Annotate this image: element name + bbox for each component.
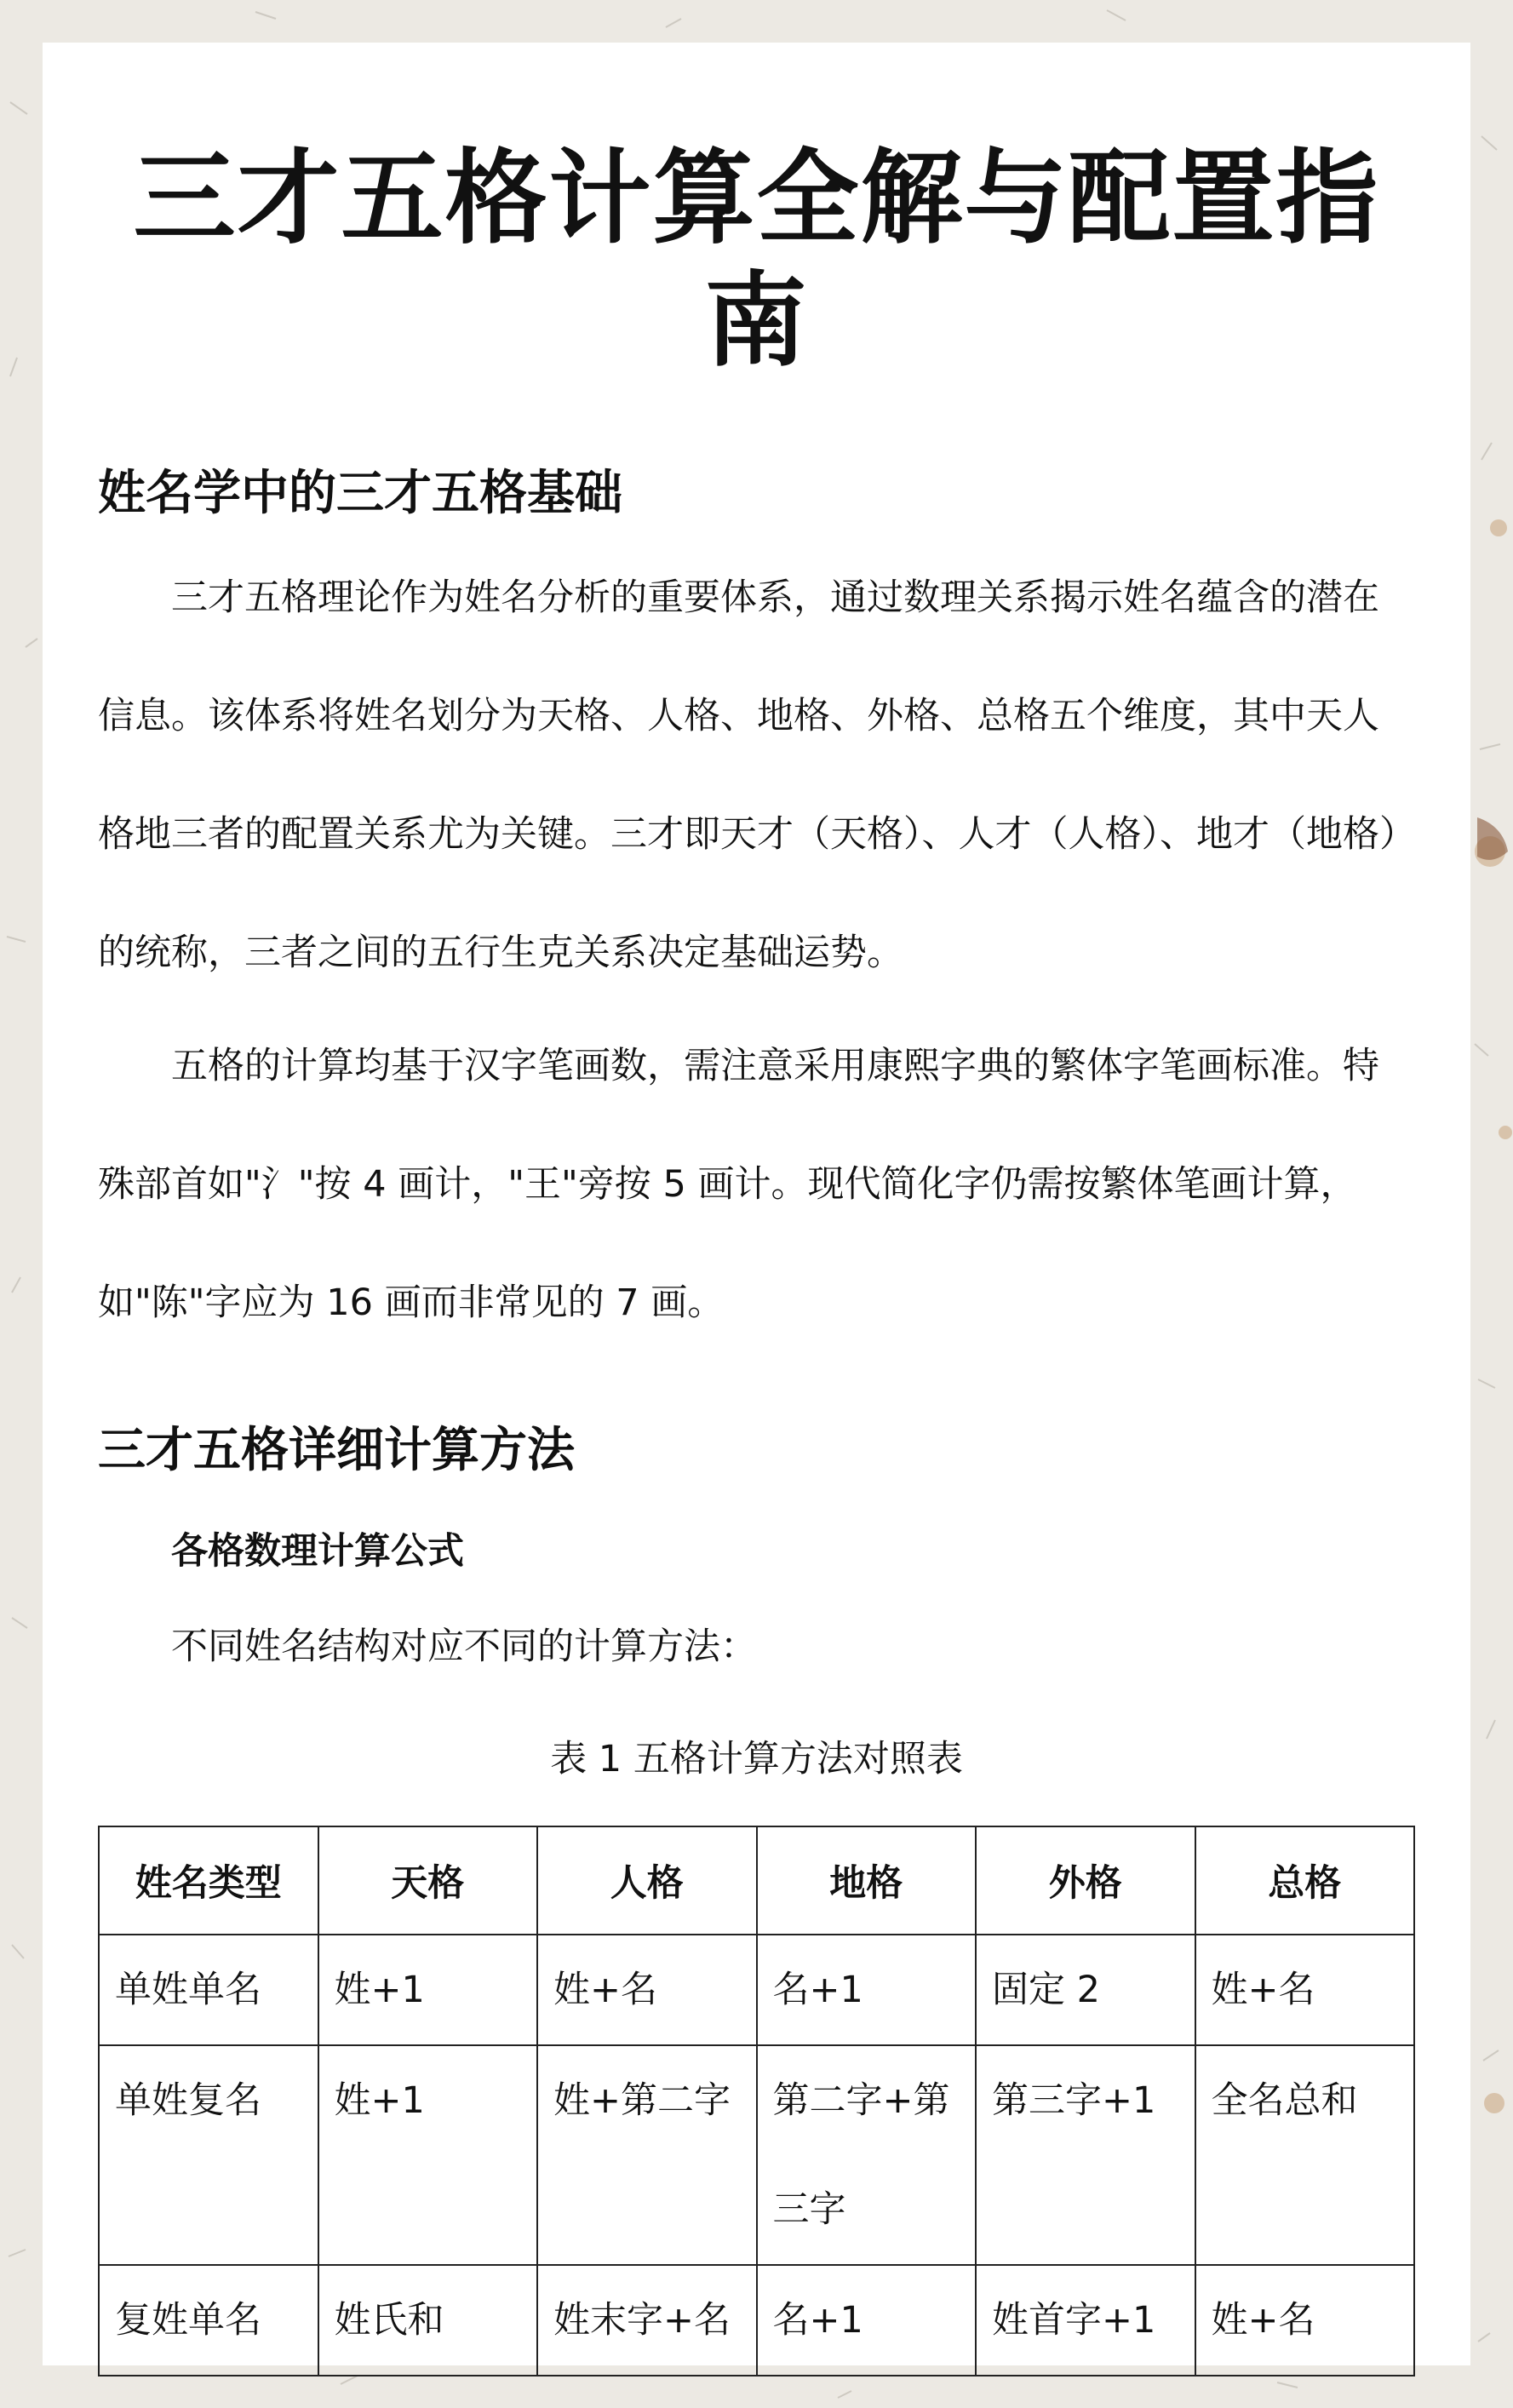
- table-cell: 第二字+第三字: [757, 2045, 977, 2265]
- table-row: [99, 1935, 1414, 2045]
- table-cell: 姓首字+1: [976, 2265, 1195, 2376]
- table-cell: 复姓单名: [99, 2265, 318, 2376]
- table-cell: 姓末字+名: [537, 2265, 757, 2376]
- table-row: [99, 2045, 1414, 2265]
- table-cell: 固定 2: [976, 1935, 1195, 2045]
- table-cell: 姓+第二字: [537, 2045, 757, 2265]
- section-heading-basics: 姓名学中的三才五格基础: [98, 466, 622, 521]
- header-waige: 外格: [976, 1826, 1195, 1935]
- table-caption: 表 1 五格计算方法对照表: [550, 1737, 963, 1780]
- table-intro-text: 不同姓名结构对应不同的计算方法：: [171, 1625, 757, 1668]
- table-cell: 单姓复名: [99, 2045, 318, 2265]
- header-tiange: 天格: [318, 1826, 538, 1935]
- document-title: 三才五格计算全解与配置指南: [133, 140, 1380, 381]
- table-cell: 姓+1: [318, 2045, 538, 2265]
- calculation-table: [98, 1826, 1415, 2376]
- table-cell: 第三字+1: [976, 2045, 1195, 2265]
- header-zongge: 总格: [1195, 1826, 1415, 1935]
- table-cell: 全名总和: [1195, 2045, 1415, 2265]
- table-cell: 单姓单名: [99, 1935, 318, 2045]
- header-renge: 人格: [537, 1826, 757, 1935]
- paragraph-basics-1: 三才五格理论作为姓名分析的重要体系，通过数理关系揭示姓名蕴含的潜在信息。该体系将姓名划分为天格、人格、地格、外格、总格五个维度，其中天人格地三者的配置关系尤为关键。三才即天才（天格）、人才（人格）、地才（地格）的统称，三者之间的五行生克关系决定基础运势。: [98, 576, 1398, 975]
- section-heading-methods: 三才五格详细计算方法: [98, 1423, 575, 1479]
- table-cell: 姓氏和: [318, 2265, 538, 2376]
- table-cell: 姓+名: [1195, 2265, 1415, 2376]
- table-row: [99, 2265, 1414, 2376]
- table-cell: 姓+名: [537, 1935, 757, 2045]
- table-cell: 姓+1: [318, 1935, 538, 2045]
- header-dige: 地格: [757, 1826, 977, 1935]
- table-cell: 姓+名: [1195, 1935, 1415, 2045]
- subheading-formulas: 各格数理计算公式: [171, 1530, 464, 1574]
- paragraph-basics-2: 五格的计算均基于汉字笔画数，需注意采用康熙字典的繁体字笔画标准。特殊部首如"氵"按 4 画计，"王"旁按 5 画计。现代简化字仍需按繁体笔画计算，如"陈"字应为 16 画而非常见的 7 画。: [98, 1045, 1379, 1325]
- table-cell: 名+1: [757, 2265, 977, 2376]
- table-header-row: [99, 1826, 1414, 1935]
- document-page: [43, 43, 1470, 2365]
- table-cell: 名+1: [757, 1935, 977, 2045]
- header-name-type: 姓名类型: [99, 1826, 318, 1935]
